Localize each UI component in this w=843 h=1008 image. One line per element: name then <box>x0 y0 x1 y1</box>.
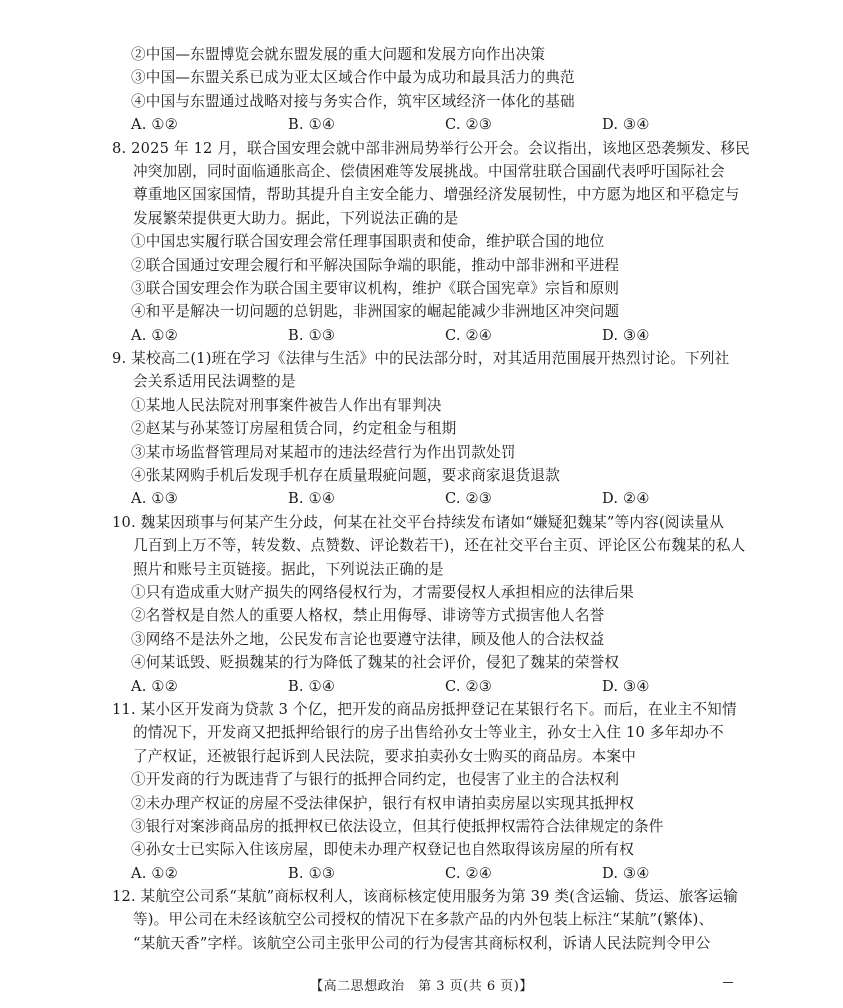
corner-dash-mark <box>723 982 733 983</box>
option-d: D. ③④ <box>602 864 650 882</box>
answer-options <box>112 113 762 136</box>
option-b: B. ①④ <box>288 677 336 695</box>
question-10 <box>112 511 762 698</box>
statement-3: ③某市场监督管理局对某超市的违法经营行为作出罚款处罚 <box>131 443 516 461</box>
statement-3: ③联合国安理会作为联合国主要审议机构，维护《联合国宪章》宗旨和原则 <box>131 279 620 297</box>
option-d: D. ②④ <box>602 490 650 508</box>
question-stem-line: 12. 某航空公司系“某航”商标权利人，该商标核定使用服务为第 39 类(含运输、货运、旅客运输 <box>112 888 738 906</box>
question-stem-line: 等)。甲公司在未经该航空公司授权的情况下在多款产品的内外包装上标注“某航”(繁体)、 <box>133 911 714 929</box>
question-stem-line: 冲突加剧，同时面临通胀高企、偿债困难等发展挑战。中国常驻联合国副代表呼吁国际社会 <box>133 162 725 180</box>
page-footer: 【高二思想政治 第 3 页(共 6 页)】 <box>310 979 533 994</box>
statement-3: ③中国—东盟关系已成为亚太区域合作中最为成功和最具活力的典范 <box>131 69 575 87</box>
option-a: A. ①② <box>131 326 178 344</box>
question-stem-line: 8. 2025 年 12 月，联合国安理会就中部非洲局势举行公开会。会议指出，该地区恐袭频发、移民 <box>112 139 750 157</box>
question-stem-line: 会关系适用民法调整的是 <box>133 373 296 391</box>
option-a: A. ①② <box>131 116 178 134</box>
page-content <box>112 43 762 955</box>
statement-1: ①只有造成重大财产损失的网络侵权行为，才需要侵权人承担相应的法律后果 <box>131 583 634 601</box>
option-a: A. ①③ <box>131 490 178 508</box>
question-stem-line: “某航天香”字样。该航空公司主张甲公司的行为侵害其商标权利，诉请人民法院判令甲公 <box>133 934 711 952</box>
answer-options <box>112 324 762 347</box>
statement-2: ②名誉权是自然人的重要人格权，禁止用侮辱、诽谤等方式损害他人名誉 <box>131 607 605 625</box>
statement-2: ②未办理产权证的房屋不受法律保护，银行有权申请拍卖房屋以实现其抵押权 <box>131 794 634 812</box>
question-stem-line: 尊重地区国家国情，帮助其提升自主安全能力、增强经济发展韧性，中方愿为地区和平稳定与 <box>133 186 740 204</box>
option-b: B. ①③ <box>288 864 336 882</box>
statement-4: ④张某网购手机后发现手机存在质量瑕疵问题，要求商家退货退款 <box>131 467 561 485</box>
statement-2: ②中国—东盟博览会就东盟发展的重大问题和发展方向作出决策 <box>131 46 546 63</box>
question-stem-line: 10. 魏某因琐事与何某产生分歧，何某在社交平台持续发布诸如“嫌疑犯魏某”等内容(阅读量从 <box>112 513 725 531</box>
option-c: C. ②④ <box>445 864 493 882</box>
question-12 <box>112 885 762 955</box>
statement-4: ④中国与东盟通过战略对接与务实合作，筑牢区域经济一体化的基础 <box>131 92 575 110</box>
statement-2: ②赵某与孙某签订房屋租赁合同，约定租金与租期 <box>131 420 457 438</box>
question-stem-line: 11. 某小区开发商为贷款 3 个亿，把开发的商品房抵押登记在某银行名下。而后，在业主不知情 <box>112 700 737 718</box>
option-c: C. ②③ <box>445 490 493 508</box>
question-stem-line: 几百到上万不等，转发数、点赞数、评论数若干)，还在社交平台主页、评论区公布魏某的私人 <box>133 537 746 555</box>
option-a: A. ①② <box>131 677 178 695</box>
answer-options <box>112 862 762 885</box>
option-b: B. ①④ <box>288 490 336 508</box>
statement-4: ④何某诋毁、贬损魏某的行为降低了魏某的社会评价，侵犯了魏某的荣誉权 <box>131 654 620 672</box>
option-d: D. ③④ <box>602 116 650 134</box>
statement-1: ①中国忠实履行联合国安理会常任理事国职责和使命，维护联合国的地位 <box>131 233 605 251</box>
statement-1: ①开发商的行为既违背了与银行的抵押合同约定，也侵害了业主的合法权利 <box>131 771 620 789</box>
option-b: B. ①④ <box>288 116 336 134</box>
option-d: D. ③④ <box>602 326 650 344</box>
answer-options <box>112 487 762 510</box>
statement-2: ②联合国通过安理会履行和平解决国际争端的职能，推动中部非洲和平进程 <box>131 256 620 274</box>
option-a: A. ①② <box>131 864 178 882</box>
statement-1: ①某地人民法院对刑事案件被告人作出有罪判决 <box>131 396 442 414</box>
question-9 <box>112 347 762 511</box>
statement-4: ④和平是解决一切问题的总钥匙，非洲国家的崛起能减少非洲地区冲突问题 <box>131 303 620 321</box>
continued-statements <box>112 43 762 137</box>
answer-options <box>112 675 762 698</box>
statement-4: ④孙女士已实际入住该房屋，即使未办理产权登记也自然取得该房屋的所有权 <box>131 841 634 859</box>
option-b: B. ①③ <box>288 326 336 344</box>
option-d: D. ③④ <box>602 677 650 695</box>
statement-3: ③网络不是法外之地，公民发布言论也要遵守法律，顾及他人的合法权益 <box>131 630 605 648</box>
question-8 <box>112 137 762 348</box>
question-stem-line: 了产权证，还被银行起诉到人民法院，要求拍卖孙女士购买的商品房。本案中 <box>133 747 636 765</box>
question-stem-line: 发展繁荣提供更大助力。据此，下列说法正确的是 <box>133 209 459 227</box>
question-stem-line: 9. 某校高二(1)班在学习《法律与生活》中的民法部分时，对其适用范围展开热烈讨论。下列社 <box>112 350 730 368</box>
question-stem-line: 的情况下，开发商又把抵押给银行的房子出售给孙女士等业主，孙女士入住 10 多年却办不 <box>133 724 724 742</box>
question-stem-line: 照片和账号主页链接。据此，下列说法正确的是 <box>133 560 444 578</box>
option-c: C. ②③ <box>445 116 493 134</box>
option-c: C. ②④ <box>445 326 493 344</box>
option-c: C. ②③ <box>445 677 493 695</box>
question-11 <box>112 698 762 885</box>
statement-3: ③银行对案涉商品房的抵押权已依法设立，但其行使抵押权需符合法律规定的条件 <box>131 817 664 835</box>
